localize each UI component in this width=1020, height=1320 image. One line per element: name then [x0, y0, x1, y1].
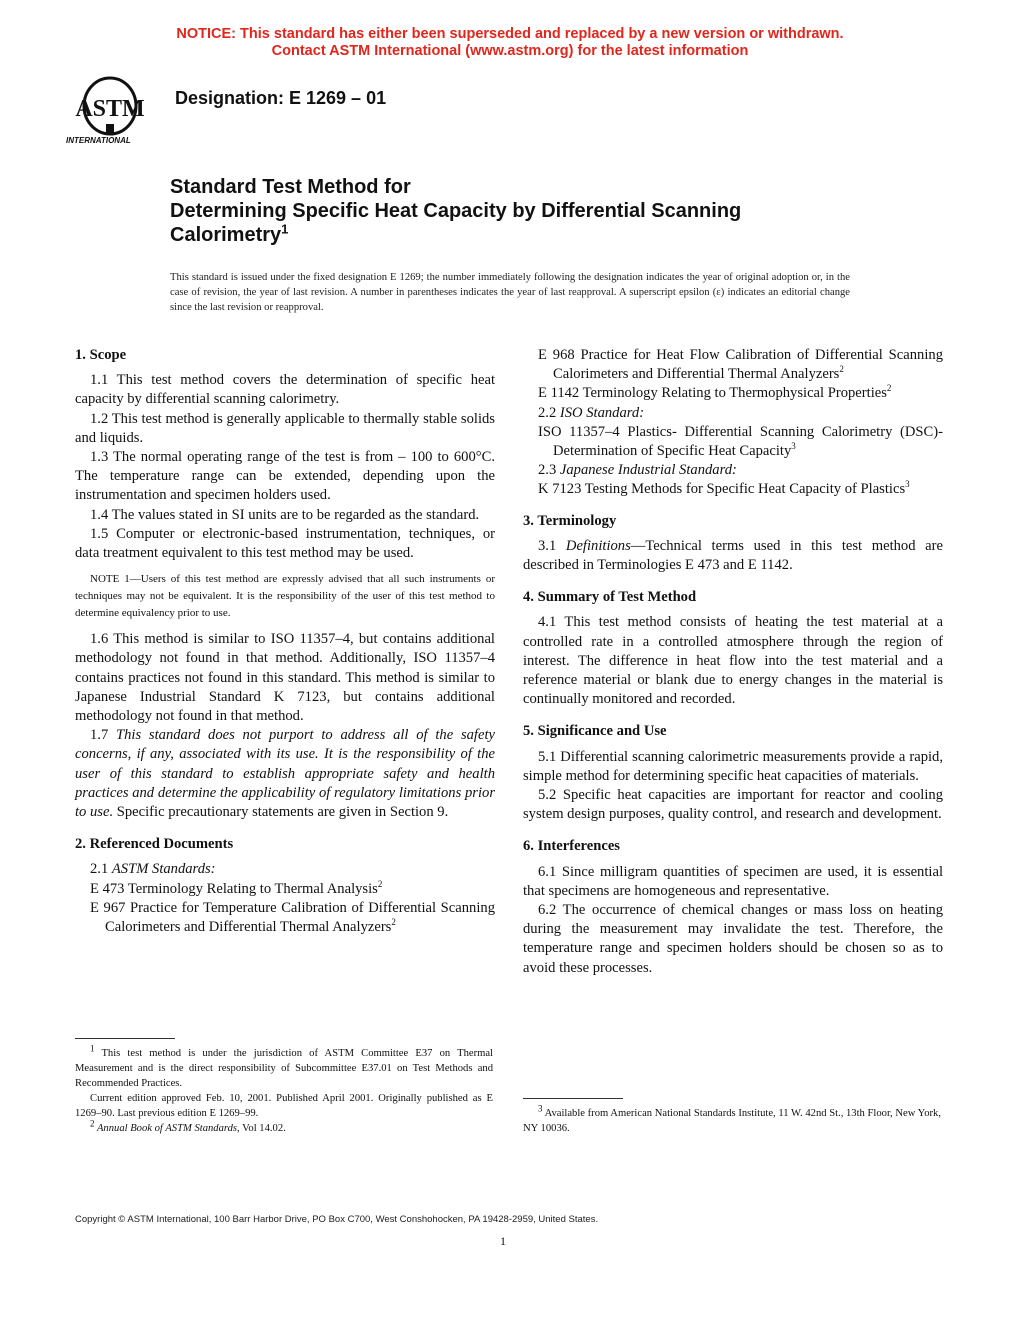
footnote-2-rest: , Vol 14.02. — [237, 1123, 286, 1134]
para-1-3: 1.3 The normal operating range of the test is from – 100 to 600°C. The temperature range can be extended, depending upon the instrumentation and specimen holders used. — [75, 449, 495, 504]
ref-e473-text: E 473 Terminology Relating to Thermal Analysis — [90, 880, 378, 897]
logo-org-label: INTERNATIONAL — [66, 136, 131, 145]
footnotes-right — [523, 1103, 941, 1136]
section-1-heading: 1. Scope — [75, 347, 127, 363]
page-number: 1 — [500, 1234, 506, 1248]
para-2-2-italic: ISO Standard: — [559, 404, 645, 421]
designation: Designation: E 1269 – 01 — [175, 88, 387, 108]
notice-line-1: NOTICE: This standard has either been superseded and replaced by a new version or withdrawn. — [176, 26, 844, 42]
ref-e1142-sup: 2 — [886, 383, 892, 394]
para-1-5: 1.5 Computer or electronic-based instrumentation, techniques, or data treatment equivalent to this test method may be used. — [75, 525, 495, 562]
ref-e967 — [75, 899, 495, 937]
footnote-1-mark: 1 — [90, 1043, 95, 1054]
para-2-2-num: 2.2 — [538, 404, 560, 421]
para-2-3-num: 2.3 — [538, 462, 560, 479]
para-6-1: 6.1 Since milligram quantities of specimen are used, it is essential that specimens are homogeneous and representative. — [523, 863, 943, 899]
title-line-3-text: Calorimetry — [170, 224, 282, 246]
footnotes-left — [75, 1043, 493, 1136]
ref-k7123-text: K 7123 Testing Methods for Specific Heat Capacity of Plastics — [538, 481, 906, 498]
title-line-3 — [170, 223, 741, 247]
title-line-2: Determining Specific Heat Capacity by Differential Scanning — [170, 200, 742, 222]
para-2-3-italic: Japanese Industrial Standard: — [559, 462, 737, 479]
para-3-1 — [523, 537, 943, 575]
para-1-2: 1.2 This test method is generally applicable to thermally stable solids and liquids. — [75, 410, 495, 446]
ref-e968-text: E 968 Practice for Heat Flow Calibration of Differential Scanning Calorimeters and Differential Thermal Analyzers — [538, 347, 943, 383]
right-column — [523, 346, 943, 978]
astm-logo — [62, 74, 162, 154]
left-column — [75, 346, 495, 937]
para-2-1-italic: ASTM Standards: — [111, 861, 216, 878]
footnote-1-text: This test method is under the jurisdiction of ASTM Committee E37 on Thermal Measurement and is the direct responsibility of Subcommittee E37.01 on Test Methods and Recommended Practices. — [75, 1048, 493, 1089]
para-6-2: 6.2 The occurrence of chemical changes or mass loss on heating during the measurement may invalidate the test. Therefore, the temperature range and specimen holders should be chosen so as to avoid these processes. — [523, 902, 943, 976]
para-1-1: 1.1 This test method covers the determination of specific heat capacity by differential scanning calorimetry. — [75, 372, 495, 408]
copyright-line: Copyright © ASTM International, 100 Barr Harbor Drive, PO Box C700, West Conshohocken, PA 19428-2959, United States. — [75, 1214, 599, 1225]
footnote-rule-right — [523, 1098, 623, 1099]
ref-k7123 — [523, 480, 943, 499]
title-line-1: Standard Test Method for — [170, 176, 411, 198]
para-2-2 — [523, 404, 943, 423]
footnote-3-text: Available from American National Standards Institute, 11 W. 42nd St., 13th Floor, New York, NY 10036. — [523, 1108, 941, 1134]
footnote-rule-left — [75, 1038, 175, 1039]
ref-e967-text: E 967 Practice for Temperature Calibration of Differential Scanning Calorimeters and Differential Thermal Analyzers — [90, 899, 495, 936]
ref-e967-sup: 2 — [391, 917, 396, 928]
ref-e473 — [75, 880, 495, 899]
footnote-2-mark: 2 — [90, 1118, 95, 1129]
footnote-2-italic: Annual Book of ASTM Standards — [94, 1123, 238, 1134]
standard-issue-note: This standard is issued under the fixed designation E 1269; the number immediately following the designation indicates the year of original adoption or, in the case of revision, the year of last revision. A number in parentheses indicates the year of last reapproval. A superscript epsilon (ε) indicates an editorial change since the last revision or reapproval. — [170, 272, 850, 313]
para-3-1-rest: —Technical terms used in this test method are described in Terminologies E 473 and E 1142. — [523, 537, 943, 574]
ref-e473-sup: 2 — [377, 878, 383, 889]
section-4-heading: 4. Summary of Test Method — [523, 589, 697, 606]
note-1: NOTE 1—Users of this test method are expressly advised that all such instruments or techniques may not be equivalent. It is the responsibility of the user of this test method to determine equivalency prior to use. — [75, 573, 495, 620]
footnote-3 — [523, 1103, 941, 1136]
para-5-2: 5.2 Specific heat capacities are important for reactor and cooling system design purposes, quality control, and research and development. — [523, 787, 943, 823]
section-5-heading: 5. Significance and Use — [523, 723, 667, 740]
footnote-2 — [75, 1118, 493, 1136]
para-4-1: 4.1 This test method consists of heating the test material at a controlled rate in a controlled atmosphere through the region of interest. The difference in heat flow into the test material and a reference material or blank due to energy changes in the material is continually monitored and recorded. — [523, 614, 943, 708]
para-2-1-num: 2.1 — [90, 861, 112, 878]
ref-e968-sup: 2 — [839, 364, 844, 375]
para-2-3 — [523, 461, 943, 480]
section-2-heading: 2. Referenced Documents — [75, 836, 234, 853]
footnote-3-mark: 3 — [538, 1103, 543, 1114]
para-1-7-rest: Specific precautionary statements are given in Section 9. — [113, 804, 449, 821]
para-2-1 — [75, 860, 495, 879]
section-3-heading: 3. Terminology — [523, 512, 617, 529]
footnote-1b: Current edition approved Feb. 10, 2001. Published April 2001. Originally published as E 1269–90. Last previous edition E 1269–99. — [75, 1093, 493, 1119]
para-5-1: 5.1 Differential scanning calorimetric measurements provide a rapid, simple method for determining specific heat capacities of materials. — [523, 748, 943, 784]
para-1-4: 1.4 The values stated in SI units are to be regarded as the standard. — [90, 506, 480, 523]
ref-iso — [523, 423, 943, 461]
title-footnote-mark: 1 — [281, 221, 289, 237]
para-3-1-num: 3.1 — [538, 537, 566, 554]
notice-banner — [0, 26, 1020, 60]
para-1-7 — [75, 726, 495, 822]
para-1-7-num: 1.7 — [90, 727, 117, 744]
logo-lettering: ASTM — [75, 96, 145, 122]
para-3-1-italic: Definitions — [565, 537, 631, 554]
notice-line-2: Contact ASTM International (www.astm.org) for the latest information — [271, 43, 749, 59]
ref-k7123-sup: 3 — [905, 479, 910, 490]
ref-e1142-text: E 1142 Terminology Relating to Thermophysical Properties — [538, 385, 887, 402]
document-title — [170, 175, 741, 247]
ref-e1142 — [523, 384, 943, 403]
section-6-heading: 6. Interferences — [523, 838, 620, 855]
ref-e968 — [523, 346, 943, 384]
para-1-7-italic: This standard does not purport to address all of the safety concerns, if any, associated with its use. It is the responsibility of the user of this standard to establish appropriate safety and health practices and determine the applicability of regulatory limitations prior to use. — [75, 727, 495, 821]
footnote-1 — [75, 1043, 493, 1091]
ref-iso-text: ISO 11357–4 Plastics- Differential Scanning Calorimetry (DSC)- Determination of Specific Heat Capacity — [538, 423, 943, 460]
para-1-6: 1.6 This method is similar to ISO 11357–4, but contains additional methodology not found in that method. Additionally, ISO 11357–4 contains practices not found in this standard. This method is similar to Japanese Industrial Standard K 7123, but contains additional methodology not found in that method. — [75, 631, 495, 725]
ref-iso-sup: 3 — [791, 441, 796, 452]
